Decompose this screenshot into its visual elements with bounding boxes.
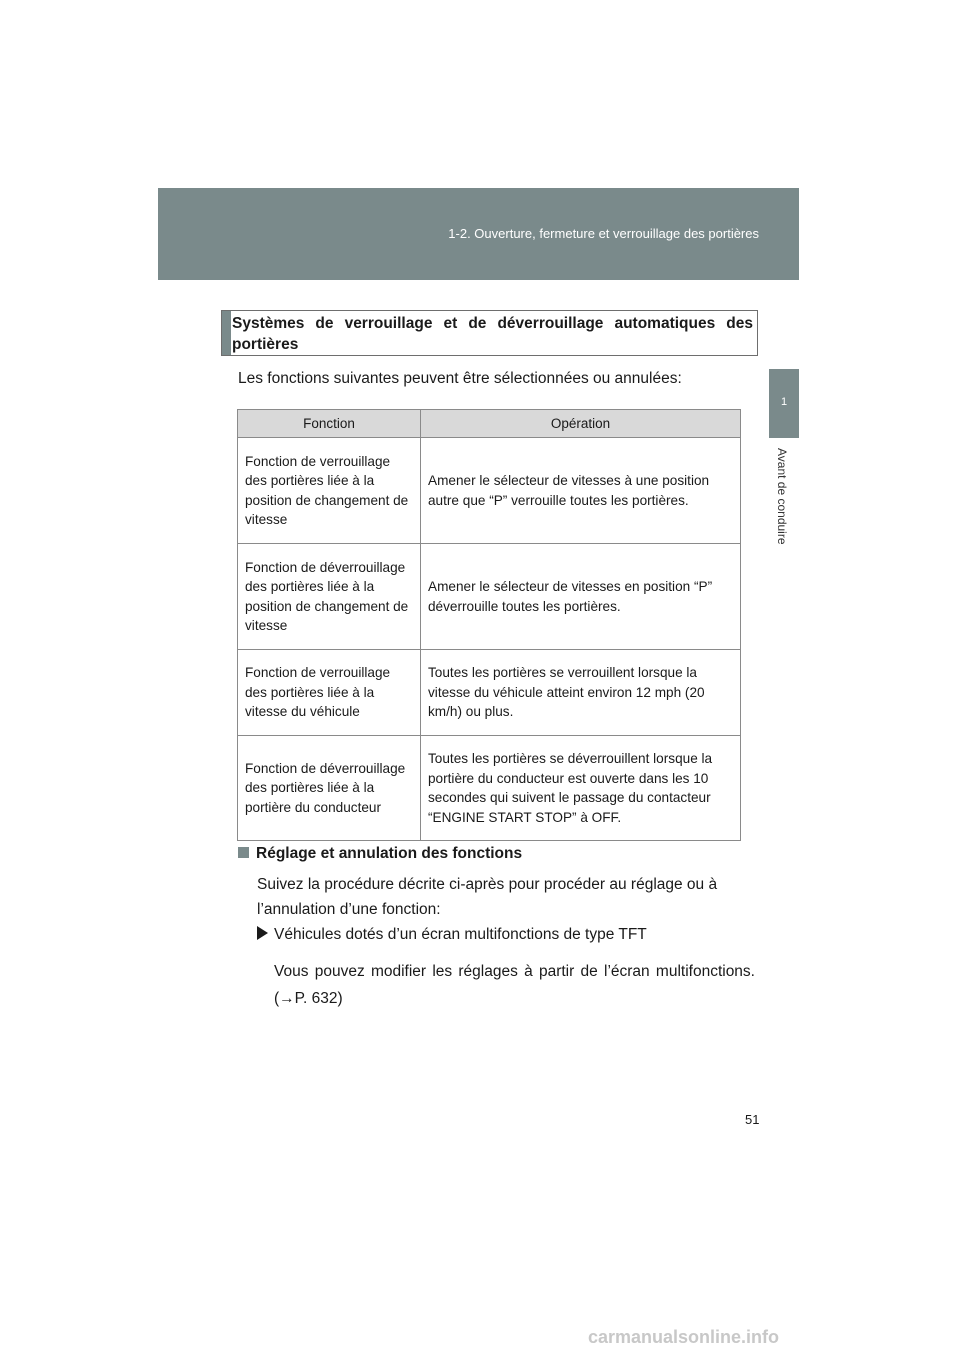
subsection-title: Réglage et annulation des fonctions bbox=[256, 845, 523, 862]
table-row bbox=[238, 438, 741, 544]
watermark: carmanualsonline.info bbox=[588, 1327, 780, 1347]
section-title-box bbox=[221, 310, 758, 356]
subsection-heading bbox=[238, 845, 522, 863]
section-breadcrumb: 1-2. Ouverture, fermeture et verrouillage des portières bbox=[448, 226, 759, 241]
function-cell: Fonction de déverrouillage des portières liée à la position de changement de vitesse bbox=[238, 544, 421, 650]
triangle-bullet-icon bbox=[257, 926, 268, 940]
operation-cell: Toutes les portières se verrouillent lorsque la vitesse du véhicule atteint environ 12 mph (20 km/h) ou plus. bbox=[421, 650, 741, 736]
section-title-bar bbox=[222, 311, 231, 355]
table-row bbox=[238, 544, 741, 650]
intro-text: Les fonctions suivantes peuvent être sélectionnées ou annulées: bbox=[238, 370, 682, 387]
function-cell: Fonction de déverrouillage des portières liée à la portière du conducteur bbox=[238, 736, 421, 841]
header-function: Fonction bbox=[238, 410, 421, 438]
bullet-item bbox=[257, 926, 647, 944]
table-row bbox=[238, 736, 741, 841]
function-cell: Fonction de verrouillage des portières liée à la position de changement de vitesse bbox=[238, 438, 421, 544]
header-operation: Opération bbox=[421, 410, 741, 438]
chapter-number: 1 bbox=[780, 396, 788, 408]
page-number: 51 bbox=[745, 1112, 760, 1127]
operation-cell: Amener le sélecteur de vitesses à une position autre que “P” verrouille toutes les portières. bbox=[421, 438, 741, 544]
table-row bbox=[238, 650, 741, 736]
operation-cell: Toutes les portières se déverrouillent lorsque la portière du conducteur est ouverte dans les 10 secondes qui suivent le passage du contacteur “ENGINE START STOP” à OFF. bbox=[421, 736, 741, 841]
bullet-description: Vous pouvez modifier les réglages à partir de l’écran multifonctions. (→P. 632) bbox=[274, 963, 755, 1007]
table-header-row bbox=[238, 410, 741, 438]
section-title: Systèmes de verrouillage et de déverrouillage automatiques des portières bbox=[232, 315, 753, 353]
chapter-tab bbox=[769, 369, 799, 438]
function-table bbox=[237, 409, 741, 841]
operation-cell: Amener le sélecteur de vitesses en position “P” déverrouille toutes les portières. bbox=[421, 544, 741, 650]
bullet-text: Véhicules dotés d’un écran multifonctions de type TFT bbox=[274, 926, 647, 943]
header-band bbox=[158, 188, 799, 280]
square-bullet-icon bbox=[238, 847, 249, 858]
chapter-label: Avant de conduire bbox=[775, 448, 789, 545]
subsection-text: Suivez la procédure décrite ci-après pour procéder au réglage ou à l’annulation d’une fonction: bbox=[257, 876, 718, 918]
function-cell: Fonction de verrouillage des portières liée à la vitesse du véhicule bbox=[238, 650, 421, 736]
